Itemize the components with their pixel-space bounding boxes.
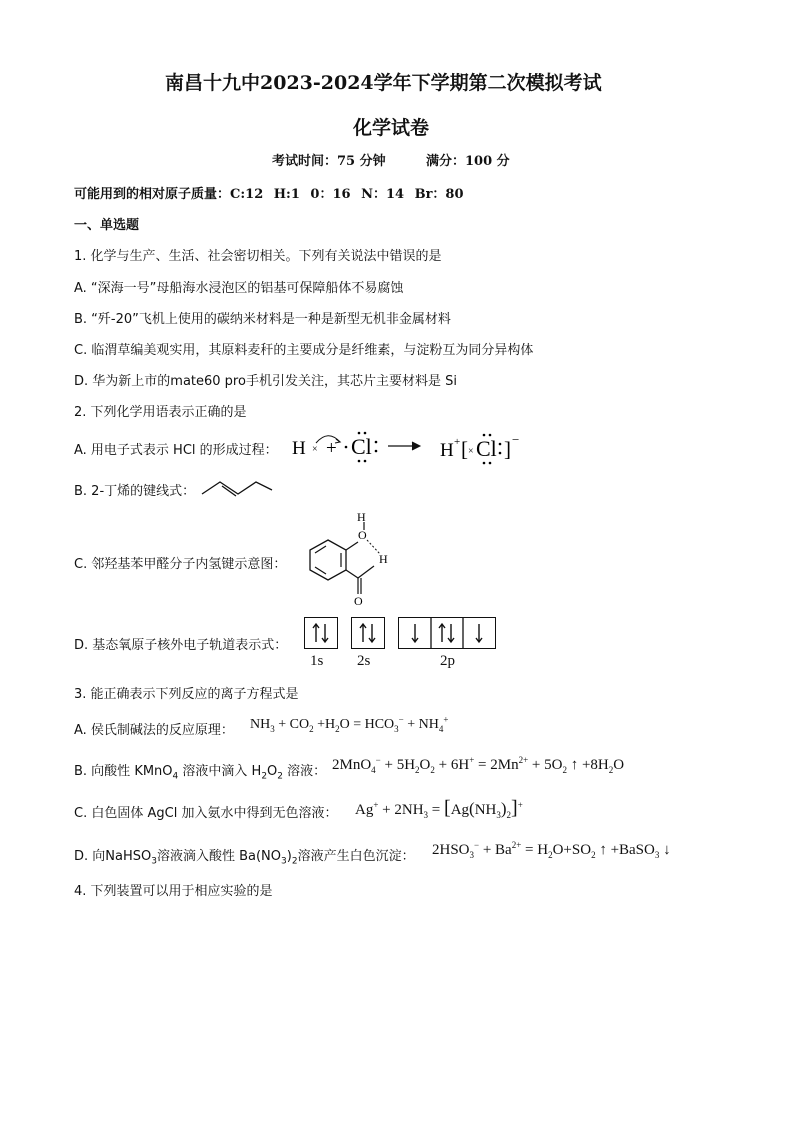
q2-option-a: A. 用电子式表示 HCl 的形成过程： bbox=[74, 443, 278, 458]
q3-option-d: D. 向NaHSO$_3$溶液滴入酸性 $Ba(NO_3)_2$溶液产生白色沉淀： bbox=[74, 849, 415, 867]
q1-option-a: A. “深海一号”母船海水浸泡区的铝基可保障船体不易腐蚀 bbox=[74, 281, 404, 296]
svg-text:]: ] bbox=[504, 437, 511, 461]
svg-text:−: − bbox=[512, 432, 520, 447]
svg-text:[: [ bbox=[461, 437, 468, 461]
orbital-box-1s bbox=[304, 617, 338, 649]
exam-time: 考试时间：75 分钟 bbox=[272, 154, 386, 169]
svg-text:+: + bbox=[454, 436, 461, 448]
svg-text:H: H bbox=[292, 438, 306, 459]
orbital-box-2p bbox=[398, 617, 496, 649]
svg-text:Cl: Cl bbox=[351, 434, 372, 459]
q1-stem: 1. 化学与生产、生活、社会密切相关。下列有关说法中错误的是 bbox=[74, 249, 442, 264]
svg-text:+: + bbox=[326, 438, 337, 459]
orbital-box-2s bbox=[351, 617, 385, 649]
hydroxyl-o-label: O bbox=[358, 528, 367, 542]
svg-text:×: × bbox=[468, 446, 474, 457]
aldehyde-o-label: O bbox=[354, 594, 363, 608]
full-score: 满分：100 分 bbox=[426, 154, 510, 169]
q2-stem: 2. 下列化学用语表示正确的是 bbox=[74, 405, 247, 420]
orbital-label-2s: 2s bbox=[357, 653, 371, 669]
orbital-label-2p: 2p bbox=[440, 653, 455, 669]
q3-b-equation: $2MnO_4^- + 5H_2O_2 + 6H^+ = 2Mn^{2+} + 5O_2$ ↑ $+8H_2O$ bbox=[332, 755, 625, 775]
subject-title: 化学试卷 bbox=[353, 117, 430, 139]
q3-option-b: B. 向酸性 KMnO$_4$ 溶液中滴入 $H_2O_2$ 溶液： bbox=[74, 764, 327, 782]
q4-stem: 4. 下列装置可以用于相应实验的是 bbox=[74, 884, 273, 899]
svg-text:H: H bbox=[440, 440, 454, 461]
svg-text:×: × bbox=[312, 444, 318, 455]
q2-option-b: B. 2-丁烯的键线式： bbox=[74, 484, 196, 499]
aldehyde-h-label: H bbox=[379, 552, 388, 566]
q2-option-d: D. 基态氧原子核外电子轨道表示式： bbox=[74, 638, 288, 653]
q3-a-equation: $NH_3 + CO_2 +H_2O = HCO_3^- + NH_4^+$ bbox=[250, 714, 449, 734]
salicylaldehyde-hydrogen-bond-diagram bbox=[300, 508, 400, 608]
q3-c-equation: $Ag^+ + 2NH_3 = [Ag(NH_3)_2]^+$ bbox=[355, 797, 523, 820]
q3-option-c: C. 白色固体 AgCl 加入氨水中得到无色溶液： bbox=[74, 806, 338, 821]
atomic-mass-line: 可能用到的相对原子质量：C:12 H:1 0：16 N：14 Br：80 bbox=[74, 187, 464, 202]
q1-option-b: B. “歼-20”飞机上使用的碳纳米材料是一种是新型无机非金属材料 bbox=[74, 312, 451, 327]
exam-title: 南昌十九中2023-2024学年下学期第二次模拟考试 bbox=[165, 72, 602, 94]
q3-stem: 3. 能正确表示下列反应的离子方程式是 bbox=[74, 687, 299, 702]
section-heading: 一、单选题 bbox=[74, 218, 140, 233]
orbital-label-1s: 1s bbox=[310, 653, 324, 669]
q3-d-equation: $2HSO_3^- + Ba^{2+} = H_2O+SO_2$ ↑ +BaSO$_3$ ↓ bbox=[432, 840, 671, 860]
q1-option-d: D. 华为新上市的mate60 pro手机引发关注，其芯片主要材料是 Si bbox=[74, 374, 457, 389]
q1-option-c: C. 临渭草编美观实用，其原料麦秆的主要成分是纤维素，与淀粉互为同分异构体 bbox=[74, 343, 534, 358]
svg-text:Cl: Cl bbox=[476, 436, 497, 461]
q2-option-c: C. 邻羟基苯甲醛分子内氢键示意图： bbox=[74, 557, 287, 572]
q3-option-a: A. 侯氏制碱法的反应原理： bbox=[74, 723, 234, 738]
hydroxyl-h-label: H bbox=[357, 510, 366, 524]
hcl-formation-electron-diagram bbox=[290, 425, 540, 470]
2-butene-skeletal-formula bbox=[200, 476, 275, 498]
